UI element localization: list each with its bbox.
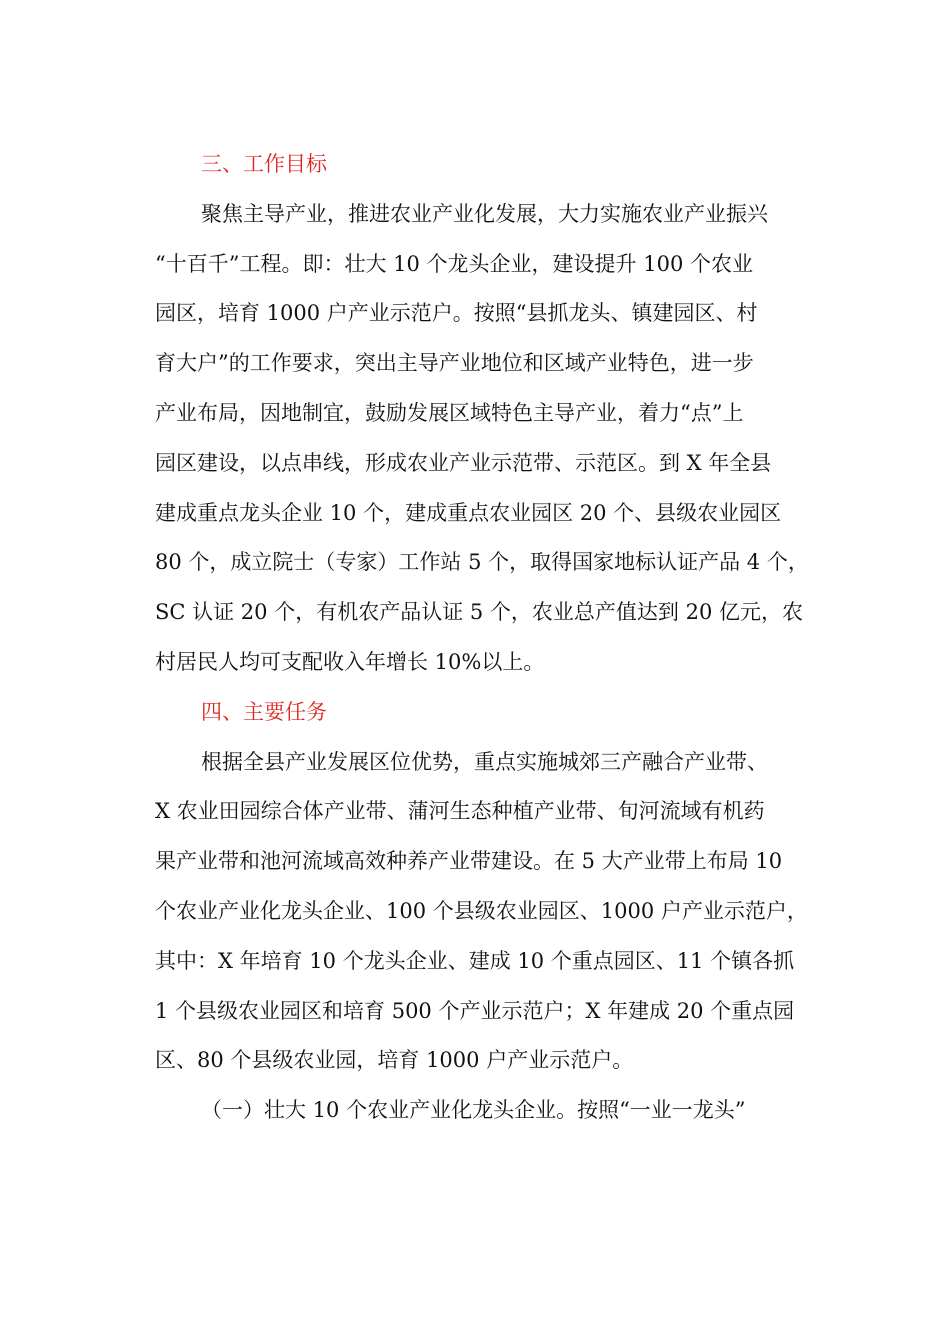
paragraph-line: 园区建设，以点串线，形成农业产业示范带、示范区。到 X 年全县: [155, 450, 772, 475]
document-body: [155, 140, 809, 1136]
paragraph-line: 区、80 个县级农业园，培育 1000 户产业示范户。: [155, 1048, 634, 1073]
paragraph-line: X 农业田园综合体产业带、蒲河生态种植产业带、旬河流域有机药: [155, 799, 765, 824]
section-heading-work-goals: 三、工作目标: [201, 152, 327, 176]
paragraph-line: 村居民人均可支配收入年增长 10%以上。: [155, 649, 545, 674]
section-heading-main-tasks: 四、主要任务: [201, 699, 327, 724]
subsection-heading-leading-enterprises: （一）壮大 10 个农业产业化龙头企业。按照“一业一龙头”: [201, 1098, 746, 1123]
paragraph-line: SC 认证 20 个，有机农产品认证 5 个，农业总产值达到 20 亿元，农: [155, 600, 803, 625]
paragraph-line: 80 个，成立院士（专家）工作站 5 个，取得国家地标认证产品 4 个，: [155, 550, 809, 575]
paragraph-line: 育大户”的工作要求，突出主导产业地位和区域产业特色，进一步: [155, 351, 754, 376]
paragraph-line: 果产业带和池河流域高效种养产业带建设。在 5 大产业带上布局 10: [155, 849, 783, 874]
paragraph-line: 产业布局，因地制宜，鼓励发展区域特色主导产业，着力“点”上: [155, 400, 744, 425]
paragraph-line: 其中：X 年培育 10 个龙头企业、建成 10 个重点园区、11 个镇各抓: [155, 948, 795, 973]
paragraph-line: 园区，培育 1000 户产业示范户。按照“县抓龙头、镇建园区、村: [155, 301, 758, 326]
paragraph-line: 个农业产业化龙头企业、100 个县级农业园区、1000 户产业示范户，: [155, 898, 808, 923]
paragraph-line: 1 个县级农业园区和培育 500 个产业示范户；X 年建成 20 个重点园: [155, 998, 795, 1023]
paragraph-line: “十百千”工程。即：壮大 10 个龙头企业，建设提升 100 个农业: [155, 251, 753, 276]
paragraph-line: 建成重点龙头企业 10 个，建成重点农业园区 20 个、县级农业园区: [155, 500, 782, 525]
paragraph-line: 聚焦主导产业，推进农业产业化发展，大力实施农业产业振兴: [201, 201, 768, 226]
paragraph-line: 根据全县产业发展区位优势，重点实施城郊三产融合产业带、: [201, 749, 768, 774]
